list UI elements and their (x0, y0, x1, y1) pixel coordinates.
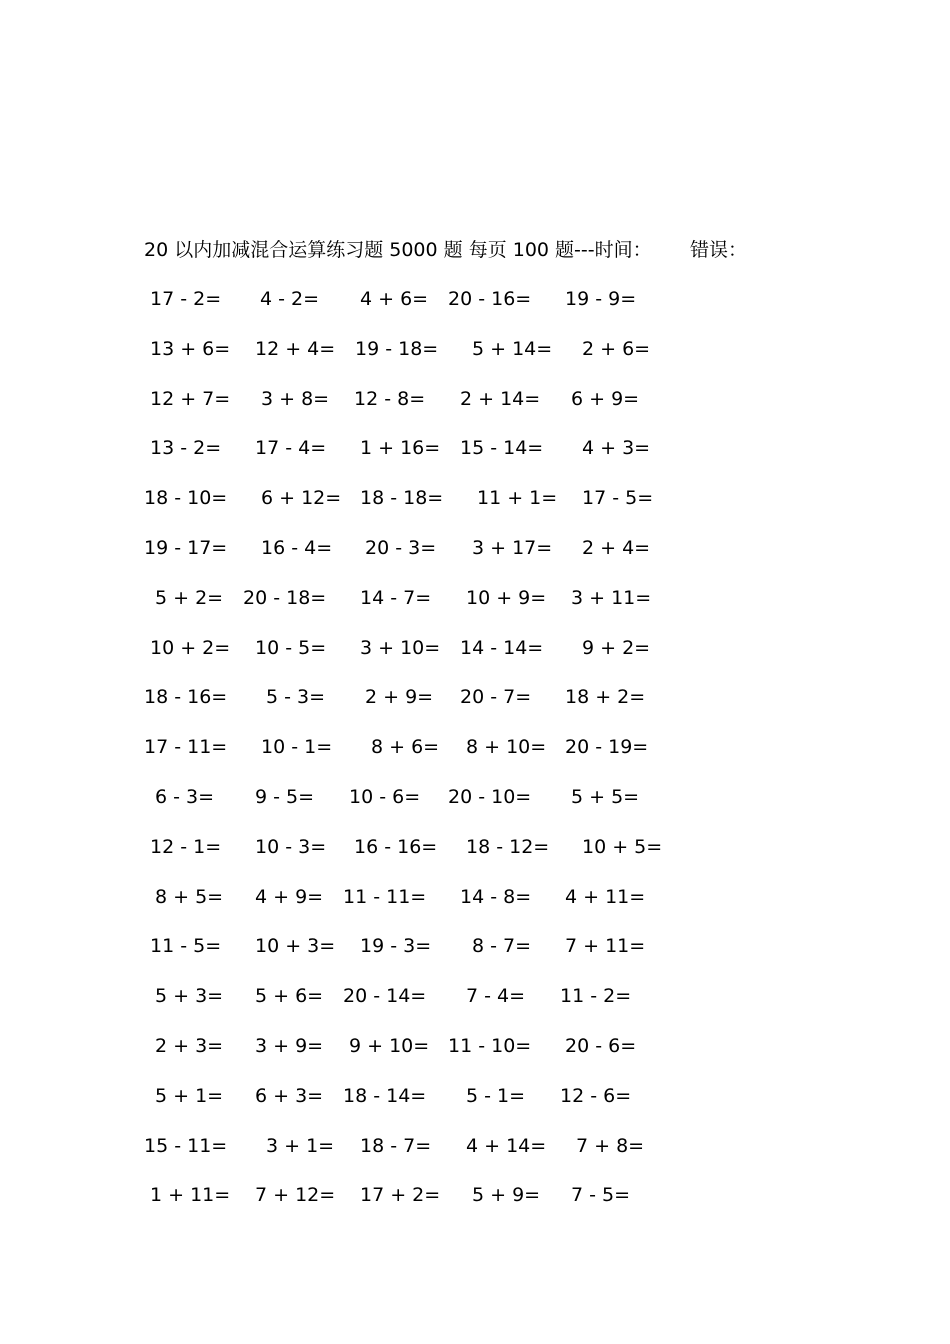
problem-item: 5 - 1= (466, 1084, 526, 1107)
problem-item: 3 + 17= (472, 536, 553, 559)
problem-item: 7 + 12= (255, 1184, 336, 1207)
problem-item: 14 - 8= (460, 885, 532, 908)
problem-item: 10 - 6= (349, 785, 421, 808)
problem-row (0, 1032, 950, 1082)
problem-item: 3 + 10= (360, 636, 441, 659)
problem-item: 19 - 17= (144, 536, 228, 559)
problem-item: 18 - 10= (144, 487, 228, 510)
problem-row (0, 335, 950, 385)
problem-item: 10 + 5= (582, 835, 663, 858)
problem-item: 6 - 3= (155, 785, 215, 808)
problem-item: 2 + 14= (460, 387, 541, 410)
problem-item: 4 + 9= (255, 885, 324, 908)
problem-item: 18 - 7= (360, 1134, 432, 1157)
problem-item: 10 + 9= (466, 586, 547, 609)
problem-item: 4 + 11= (565, 885, 646, 908)
problem-item: 12 + 7= (150, 387, 231, 410)
problem-item: 5 + 6= (255, 985, 324, 1008)
problem-item: 18 + 2= (565, 686, 646, 709)
problem-item: 5 + 1= (155, 1084, 224, 1107)
problem-item: 11 - 11= (343, 885, 427, 908)
problem-item: 11 - 10= (448, 1034, 532, 1057)
problem-item: 17 + 2= (360, 1184, 441, 1207)
errors-label: 错误： (690, 239, 748, 261)
problem-item: 7 + 8= (576, 1134, 645, 1157)
problem-item: 11 + 1= (477, 487, 558, 510)
problem-item: 8 + 6= (371, 736, 440, 759)
problem-item: 7 - 5= (571, 1184, 631, 1207)
problem-item: 6 + 9= (571, 387, 640, 410)
problem-row (0, 932, 950, 982)
problem-item: 14 - 14= (460, 636, 544, 659)
worksheet-title: 20 以内加减混合运算练习题 5000 题 每页 100 题---时间： (144, 239, 652, 261)
problem-item: 19 - 9= (565, 288, 637, 310)
problem-item: 19 - 3= (360, 935, 432, 958)
problem-item: 5 + 9= (472, 1184, 541, 1207)
problem-row (0, 584, 950, 634)
problem-item: 4 + 14= (466, 1134, 547, 1157)
problem-item: 8 - 7= (472, 935, 532, 958)
problem-item: 3 + 11= (571, 586, 652, 609)
problem-item: 20 - 6= (565, 1034, 637, 1057)
problem-row (0, 982, 950, 1032)
problem-item: 18 - 18= (360, 487, 444, 510)
problem-item: 17 - 11= (144, 736, 228, 759)
problem-item: 15 - 14= (460, 437, 544, 460)
problem-item: 12 + 4= (255, 337, 336, 360)
problem-item: 17 - 5= (582, 487, 654, 510)
problem-item: 9 + 10= (349, 1034, 430, 1057)
problem-item: 5 + 5= (571, 785, 640, 808)
problem-item: 18 - 12= (466, 835, 550, 858)
problem-item: 13 - 2= (150, 437, 222, 460)
problem-item: 17 - 4= (255, 437, 327, 460)
problem-item: 10 - 1= (261, 736, 333, 759)
problem-item: 2 + 4= (582, 536, 651, 559)
problem-item: 7 - 4= (466, 985, 526, 1008)
problem-item: 2 + 3= (155, 1034, 224, 1057)
problem-grid (0, 285, 950, 1231)
problem-item: 16 - 16= (354, 835, 438, 858)
problem-item: 3 + 8= (261, 387, 330, 410)
problem-item: 16 - 4= (261, 536, 333, 559)
problem-item: 20 - 3= (365, 536, 437, 559)
problem-row (0, 385, 950, 435)
problem-item: 11 - 2= (560, 985, 632, 1008)
problem-item: 15 - 11= (144, 1134, 228, 1157)
problem-item: 19 - 18= (355, 337, 439, 360)
problem-item: 4 + 3= (582, 437, 651, 460)
problem-item: 5 - 3= (266, 686, 326, 709)
problem-item: 4 + 6= (360, 288, 429, 310)
problem-row (0, 1181, 950, 1231)
problem-item: 14 - 7= (360, 586, 432, 609)
problem-row (0, 783, 950, 833)
problem-item: 5 + 3= (155, 985, 224, 1008)
problem-item: 10 + 2= (150, 636, 231, 659)
problem-row (0, 285, 950, 335)
problem-row (0, 484, 950, 534)
problem-item: 20 - 14= (343, 985, 427, 1008)
problem-row (0, 634, 950, 684)
problem-item: 20 - 10= (448, 785, 532, 808)
problem-row (0, 733, 950, 783)
problem-item: 1 + 16= (360, 437, 441, 460)
problem-item: 8 + 5= (155, 885, 224, 908)
problem-row (0, 434, 950, 484)
problem-item: 18 - 16= (144, 686, 228, 709)
problem-item: 5 + 14= (472, 337, 553, 360)
problem-item: 6 + 3= (255, 1084, 324, 1107)
problem-item: 12 - 1= (150, 835, 222, 858)
problem-item: 9 + 2= (582, 636, 651, 659)
problem-item: 5 + 2= (155, 586, 224, 609)
problem-item: 11 - 5= (150, 935, 222, 958)
problem-item: 13 + 6= (150, 337, 231, 360)
problem-item: 20 - 16= (448, 288, 532, 310)
problem-item: 18 - 14= (343, 1084, 427, 1107)
problem-row (0, 534, 950, 584)
problem-item: 12 - 8= (354, 387, 426, 410)
problem-item: 12 - 6= (560, 1084, 632, 1107)
problem-row (0, 1082, 950, 1132)
problem-item: 7 + 11= (565, 935, 646, 958)
problem-item: 8 + 10= (466, 736, 547, 759)
problem-item: 17 - 2= (150, 288, 222, 310)
problem-row (0, 683, 950, 733)
problem-row (0, 883, 950, 933)
problem-item: 10 - 3= (255, 835, 327, 858)
problem-item: 3 + 1= (266, 1134, 335, 1157)
problem-item: 20 - 19= (565, 736, 649, 759)
problem-item: 3 + 9= (255, 1034, 324, 1057)
problem-row (0, 1132, 950, 1182)
problem-item: 2 + 9= (365, 686, 434, 709)
problem-item: 6 + 12= (261, 487, 342, 510)
problem-item: 4 - 2= (260, 288, 320, 310)
problem-item: 20 - 7= (460, 686, 532, 709)
problem-row (0, 833, 950, 883)
problem-item: 1 + 11= (150, 1184, 231, 1207)
problem-item: 9 - 5= (255, 785, 315, 808)
problem-item: 10 - 5= (255, 636, 327, 659)
problem-item: 10 + 3= (255, 935, 336, 958)
problem-item: 2 + 6= (582, 337, 651, 360)
problem-item: 20 - 18= (243, 586, 327, 609)
